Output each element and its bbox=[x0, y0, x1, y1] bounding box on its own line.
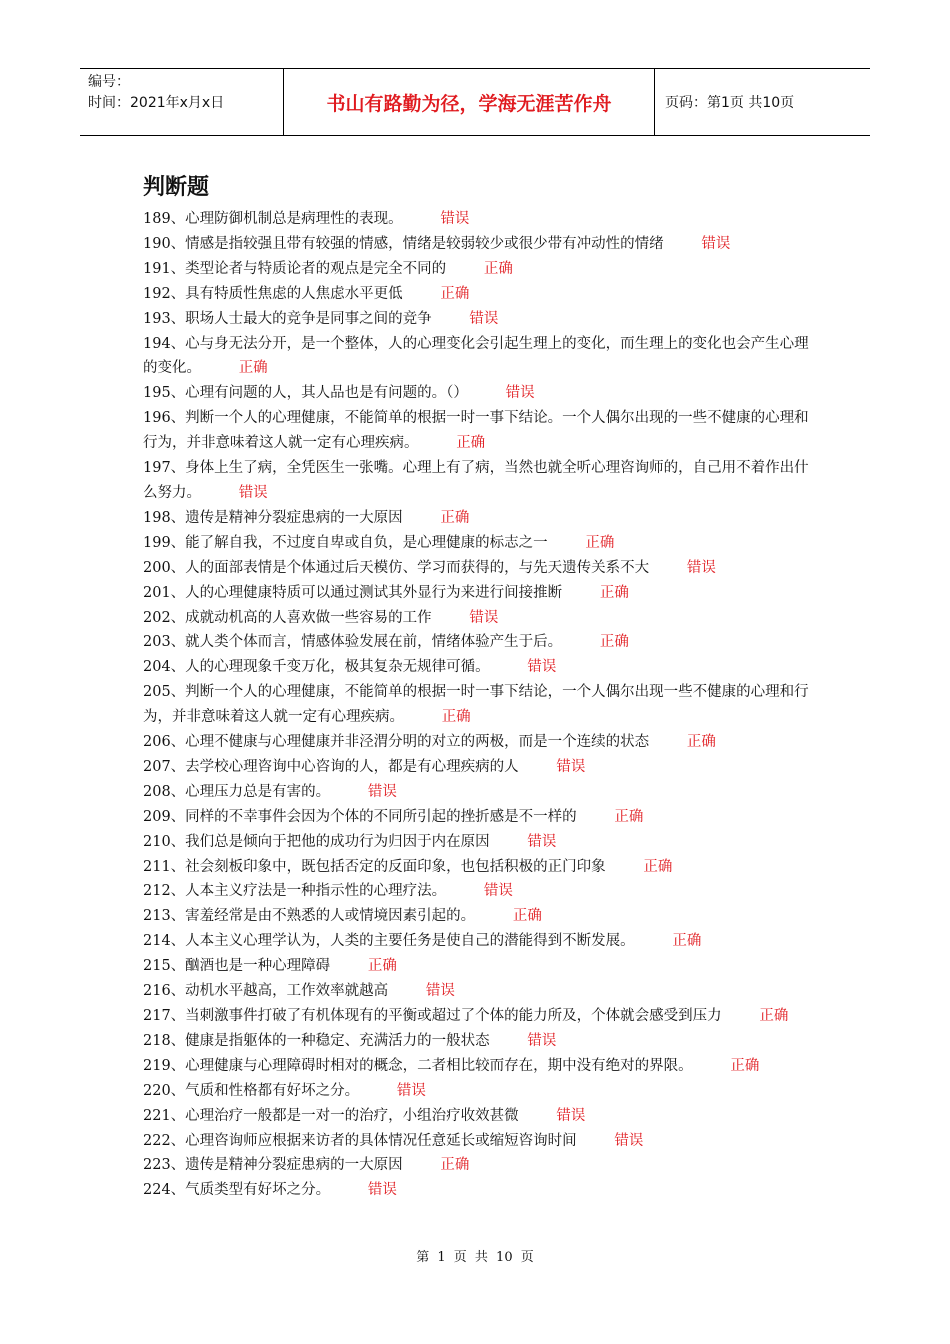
question-item bbox=[143, 929, 811, 954]
page-header bbox=[80, 68, 870, 136]
question-item bbox=[143, 1029, 811, 1054]
answer-label: 错误 bbox=[367, 783, 397, 800]
answer-label: 错误 bbox=[483, 883, 513, 900]
question-list bbox=[143, 207, 811, 1203]
question-item bbox=[143, 1129, 811, 1154]
answer-label: 正确 bbox=[367, 958, 397, 975]
question-item bbox=[143, 830, 811, 855]
answer-label: 错误 bbox=[527, 833, 557, 850]
question-text: 197、身体上生了病，全凭医生一张嘴。心理上有了病，当然也就全听心理咨询师的，自己用不着作出什么努力。 bbox=[143, 460, 809, 501]
question-text: 199、能了解自我，不过度自卑或自负，是心理健康的标志之一 bbox=[143, 534, 548, 551]
question-text: 220、气质和性格都有好坏之分。 bbox=[143, 1082, 360, 1099]
question-item bbox=[143, 1178, 811, 1203]
question-text: 209、同样的不幸事件会因为个体的不同所引起的挫折感是不一样的 bbox=[143, 808, 577, 825]
question-item bbox=[143, 581, 811, 606]
answer-label: 正确 bbox=[456, 435, 486, 452]
question-item bbox=[143, 805, 811, 830]
question-text: 190、情感是指较强且带有较强的情感，情绪是较弱较少或很少带有冲动性的情绪 bbox=[143, 235, 664, 252]
question-item bbox=[143, 855, 811, 880]
answer-label: 错误 bbox=[505, 385, 535, 402]
answer-label: 错误 bbox=[469, 310, 499, 327]
question-item bbox=[143, 954, 811, 979]
question-item bbox=[143, 531, 811, 556]
question-text: 217、当刺激事件打破了有机体现有的平衡或超过了个体的能力所及，个体就会感受到压力 bbox=[143, 1008, 722, 1024]
question-text: 196、判断一个人的心理健康，不能简单的根据一时一事下结论。一个人偶尔出现的一些不健康的心理和行为，并非意味着这人就一定有心理疾病。 bbox=[143, 410, 809, 452]
question-item bbox=[143, 456, 811, 506]
question-text: 195、心理有问题的人，其人品也是有问题的。（） bbox=[143, 385, 468, 402]
question-item bbox=[143, 904, 811, 929]
answer-label: 错误 bbox=[701, 235, 731, 252]
answer-label: 错误 bbox=[425, 983, 455, 1000]
answer-label: 正确 bbox=[672, 933, 702, 950]
question-item bbox=[143, 556, 811, 581]
question-text: 210、我们总是倾向于把他的成功行为归因于内在原因 bbox=[143, 833, 490, 850]
answer-label: 错误 bbox=[614, 1132, 644, 1149]
answer-label: 正确 bbox=[512, 908, 542, 925]
question-text: 213、害羞经常是由不熟悉的人或情境因素引起的。 bbox=[143, 908, 476, 925]
question-item bbox=[143, 630, 811, 655]
question-text: 189、心理防御机制总是病理性的表现。 bbox=[143, 211, 403, 227]
question-text: 215、酗酒也是一种心理障碍 bbox=[143, 958, 331, 975]
question-item bbox=[143, 1153, 811, 1178]
answer-label: 正确 bbox=[730, 1057, 760, 1074]
question-text: 202、成就动机高的人喜欢做一些容易的工作 bbox=[143, 609, 432, 626]
question-text: 224、气质类型有好坏之分。 bbox=[143, 1182, 331, 1199]
answer-label: 错误 bbox=[556, 1107, 586, 1124]
question-text: 219、心理健康与心理障碍时相对的概念，二者相比较而存在，期中没有绝对的界限。 bbox=[143, 1057, 693, 1074]
answer-label: 正确 bbox=[440, 509, 470, 526]
question-item bbox=[143, 730, 811, 755]
question-item bbox=[143, 406, 811, 456]
question-item bbox=[143, 1079, 811, 1104]
question-text: 191、类型论者与特质论者的观点是完全不同的 bbox=[143, 260, 447, 277]
question-item bbox=[143, 1104, 811, 1129]
question-item bbox=[143, 606, 811, 631]
answer-label: 正确 bbox=[440, 1157, 470, 1174]
question-text: 192、具有特质性焦虑的人焦虑水平更低 bbox=[143, 285, 403, 302]
question-item bbox=[143, 506, 811, 531]
date-line: 时间：2021年x月x日 bbox=[88, 95, 225, 111]
answer-label: 错误 bbox=[527, 1032, 557, 1049]
answer-label: 错误 bbox=[367, 1182, 397, 1199]
answer-label: 正确 bbox=[483, 260, 513, 277]
section-title: 判断题 bbox=[143, 175, 210, 200]
question-item bbox=[143, 332, 811, 382]
question-text: 194、心与身无法分开，是一个整体，人的心理变化会引起生理上的变化，而生理上的变化也会产生心理的变化。 bbox=[143, 335, 809, 377]
question-item bbox=[143, 282, 811, 307]
question-text: 212、人本主义疗法是一种指示性的心理疗法。 bbox=[143, 883, 447, 900]
header-motto: 书山有路勤为径，学海无涯苦作舟 bbox=[283, 69, 655, 135]
question-text: 222、心理咨询师应根据来访者的具体情况任意延长或缩短咨询时间 bbox=[143, 1132, 577, 1149]
question-item bbox=[143, 680, 811, 730]
question-item bbox=[143, 655, 811, 680]
question-item bbox=[143, 1054, 811, 1079]
number-label: 编号： bbox=[88, 74, 130, 90]
question-text: 203、就人类个体而言，情感体验发展在前，情绪体验产生于后。 bbox=[143, 634, 563, 651]
question-item bbox=[143, 232, 811, 257]
answer-label: 正确 bbox=[614, 808, 644, 825]
header-page-info: 页码：第1页 共10页 bbox=[665, 95, 795, 111]
question-text: 214、人本主义心理学认为，人类的主要任务是使自己的潜能得到不断发展。 bbox=[143, 933, 635, 950]
answer-label: 正确 bbox=[440, 285, 470, 302]
question-text: 204、人的心理现象千变万化，极其复杂无规律可循。 bbox=[143, 659, 490, 676]
question-text: 200、人的面部表情是个体通过后天模仿、学习而获得的，与先天遗传关系不大 bbox=[143, 559, 650, 576]
question-text: 206、心理不健康与心理健康并非泾渭分明的对立的两极，而是一个连续的状态 bbox=[143, 734, 650, 751]
question-item bbox=[143, 1004, 811, 1029]
header-meta bbox=[80, 69, 283, 135]
question-text: 193、职场人士最大的竞争是同事之间的竞争 bbox=[143, 310, 432, 327]
question-item bbox=[143, 307, 811, 332]
answer-label: 错误 bbox=[440, 211, 470, 227]
question-text: 223、遗传是精神分裂症患病的一大原因 bbox=[143, 1157, 403, 1174]
answer-label: 错误 bbox=[556, 758, 586, 775]
page-footer: 第 1 页 共 10 页 bbox=[416, 1250, 534, 1265]
question-text: 198、遗传是精神分裂症患病的一大原因 bbox=[143, 509, 403, 526]
question-text: 211、社会刻板印象中，既包括否定的反面印象，也包括积极的正门印象 bbox=[143, 858, 606, 875]
question-item bbox=[143, 879, 811, 904]
question-item bbox=[143, 207, 811, 232]
answer-label: 正确 bbox=[441, 709, 471, 726]
answer-label: 正确 bbox=[585, 534, 615, 551]
question-text: 208、心理压力总是有害的。 bbox=[143, 783, 331, 800]
question-text: 216、动机水平越高，工作效率就越高 bbox=[143, 983, 389, 1000]
question-item bbox=[143, 979, 811, 1004]
question-text: 218、健康是指躯体的一种稳定、充满活力的一般状态 bbox=[143, 1032, 490, 1049]
answer-label: 错误 bbox=[686, 559, 716, 576]
answer-label: 正确 bbox=[759, 1008, 789, 1024]
answer-label: 错误 bbox=[238, 484, 268, 501]
question-text: 201、人的心理健康特质可以通过测试其外显行为来进行间接推断 bbox=[143, 584, 563, 601]
answer-label: 正确 bbox=[599, 634, 629, 651]
answer-label: 错误 bbox=[469, 609, 499, 626]
answer-label: 正确 bbox=[643, 858, 673, 875]
question-text: 207、去学校心理咨询中心咨询的人，都是有心理疾病的人 bbox=[143, 758, 519, 775]
question-text: 221、心理治疗一般都是一对一的治疗，小组治疗收效甚微 bbox=[143, 1107, 519, 1124]
answer-label: 正确 bbox=[599, 584, 629, 601]
question-text: 205、判断一个人的心理健康，不能简单的根据一时一事下结论，一个人偶尔出现一些不健康的心理和行为，并非意味着这人就一定有心理疾病。 bbox=[143, 684, 809, 726]
question-item bbox=[143, 755, 811, 780]
question-item bbox=[143, 257, 811, 282]
answer-label: 正确 bbox=[686, 734, 716, 751]
answer-label: 错误 bbox=[527, 659, 557, 676]
question-item bbox=[143, 381, 811, 406]
answer-label: 正确 bbox=[238, 360, 268, 377]
question-item bbox=[143, 780, 811, 805]
answer-label: 错误 bbox=[396, 1082, 426, 1099]
